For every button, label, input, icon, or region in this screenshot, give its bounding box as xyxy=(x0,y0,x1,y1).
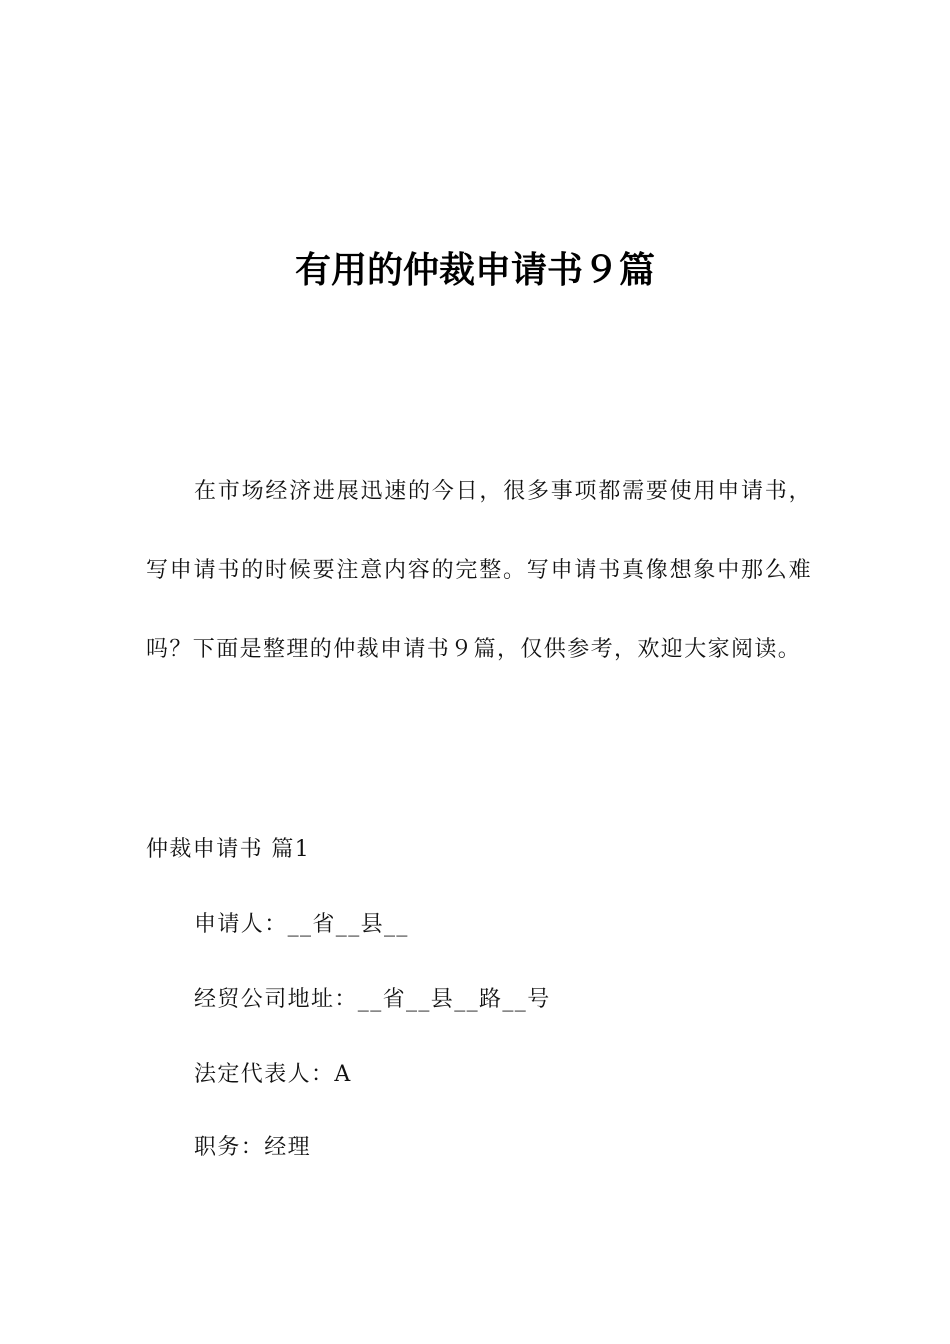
section-heading: 仲裁申请书 篇1 xyxy=(146,837,311,862)
intro-paragraph: 在市场经济进展迅速的今日，很多事项都需要使用申请书，写申请书的时候要注意内容的完整。写申请书真像想象中那么难吗？下面是整理的仲裁申请书９篇，仅供参考，欢迎大家阅读。 xyxy=(146,479,812,662)
applicant-field: 申请人：__省__县__ xyxy=(194,912,409,937)
position-field: 职务：经理 xyxy=(194,1135,312,1160)
document-title: 有用的仲裁申请书９篇 xyxy=(294,250,655,292)
company-address-field: 经贸公司地址：__省__县__路__号 xyxy=(194,987,551,1012)
legal-representative-field: 法定代表人：A xyxy=(194,1062,352,1087)
